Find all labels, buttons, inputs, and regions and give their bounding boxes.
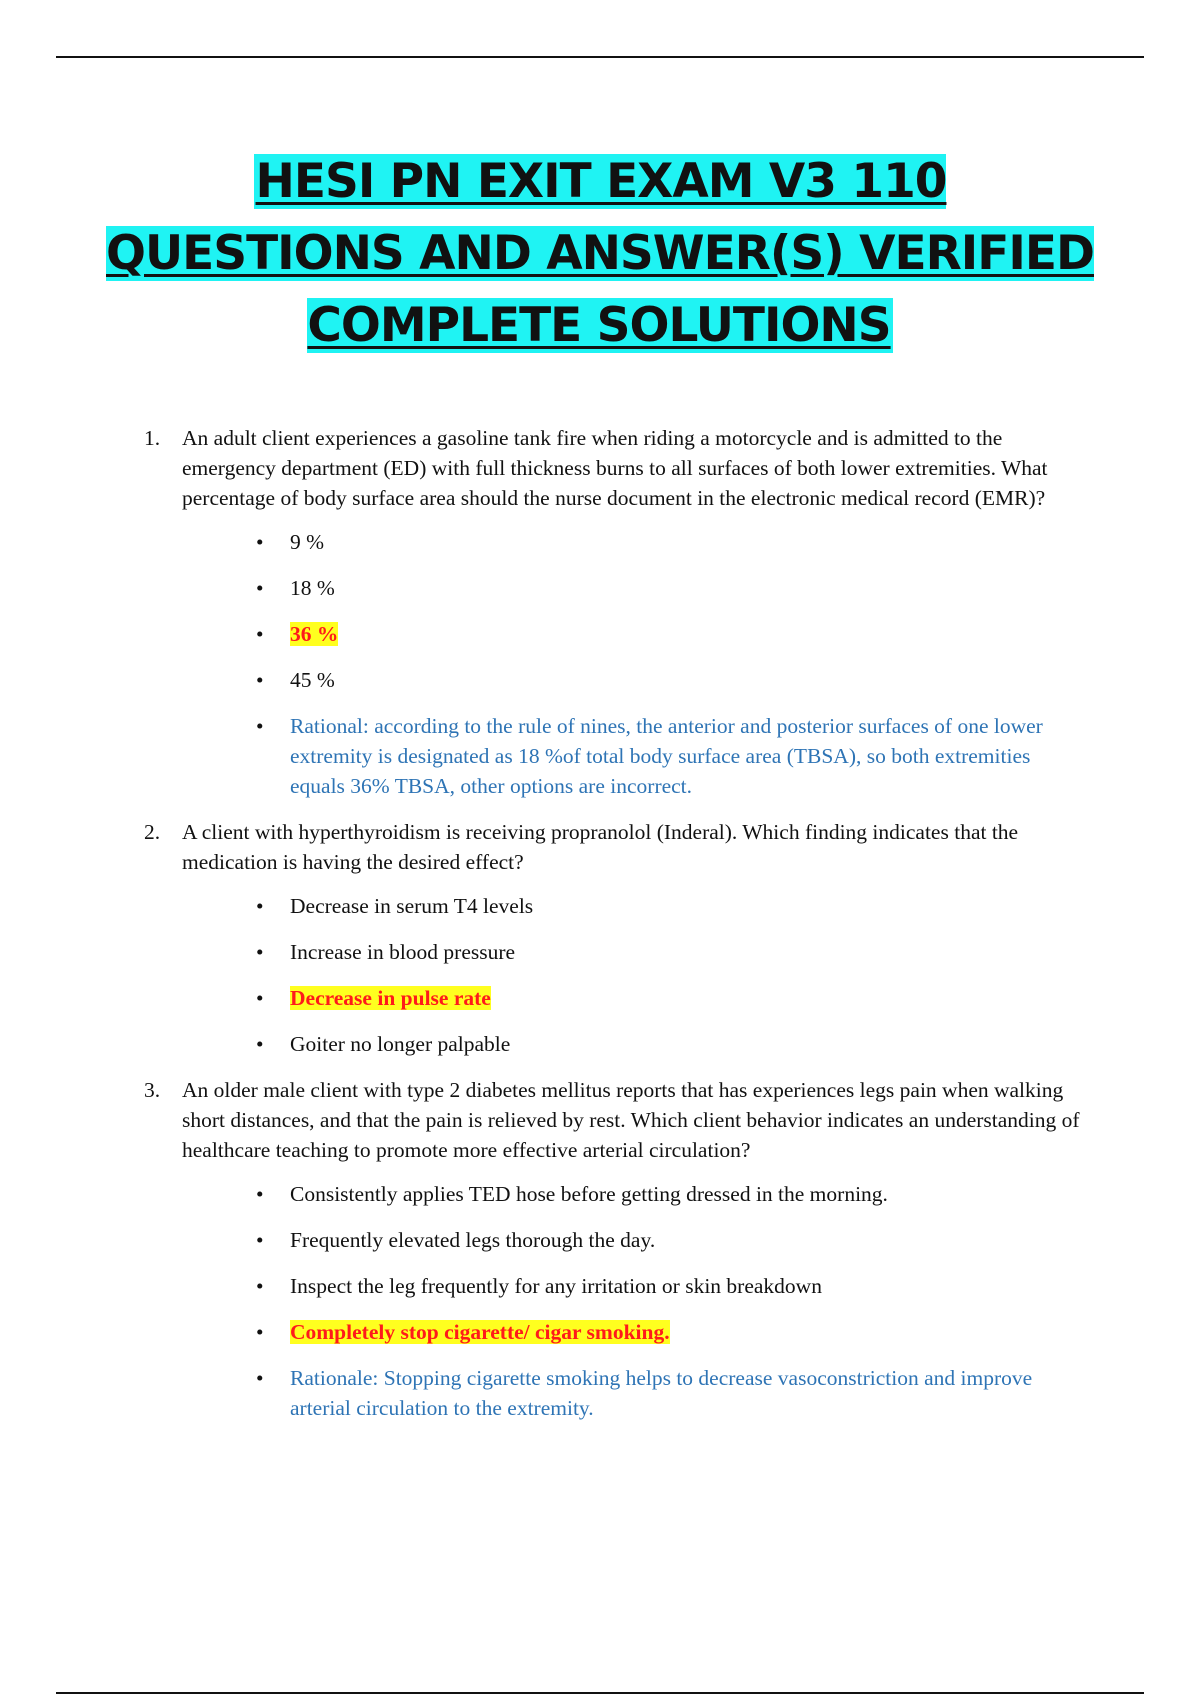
option-item — [256, 1029, 1090, 1059]
question-1 — [144, 423, 1082, 801]
correct-answer: Completely stop cigarette/ cigar smoking. — [290, 1320, 670, 1344]
correct-answer: 36 % — [290, 622, 339, 646]
bullet-icon: • — [256, 1274, 264, 1298]
bullet-icon: • — [256, 530, 264, 554]
bullet-icon: • — [256, 576, 264, 600]
document-title-text: HESI PN EXIT EXAM V3 110 QUESTIONS AND ANSWER(S) VERIFIED COMPLETE SOLUTIONS — [106, 154, 1094, 353]
question-2 — [144, 817, 1082, 1059]
option-item — [256, 665, 1090, 695]
bottom-rule — [56, 1692, 1144, 1694]
option-item-correct — [256, 983, 1090, 1013]
question-text: An adult client experiences a gasoline tank fire when riding a motorcycle and is admitted to the emergency department (ED) with full thickness burns to all surfaces of both lower extremities. What percentage of body surface area should the nurse document in the electronic medical record (EMR)? — [182, 426, 1048, 510]
option-text: 9 % — [290, 530, 325, 554]
rationale-item — [256, 1363, 1090, 1423]
question-number: 1. — [144, 426, 161, 450]
option-item — [256, 573, 1090, 603]
option-item — [256, 527, 1090, 557]
option-item — [256, 1271, 1090, 1301]
question-text: An older male client with type 2 diabetes mellitus reports that has experiences legs pain when walking short distances, and that the pain is relieved by rest. Which client behavior indicates an understanding of healthcare teaching to promote more effective arterial circulation? — [182, 1078, 1080, 1162]
bullet-icon: • — [256, 894, 264, 918]
option-item — [256, 1179, 1090, 1209]
option-text: 18 % — [290, 576, 335, 600]
bullet-icon: • — [256, 1032, 264, 1056]
correct-answer: Decrease in pulse rate — [290, 986, 491, 1010]
bullet-icon: • — [256, 940, 264, 964]
bullet-icon: • — [256, 1320, 264, 1344]
option-text: Inspect the leg frequently for any irritation or skin breakdown — [290, 1274, 822, 1298]
option-list — [182, 527, 1082, 801]
option-item — [256, 891, 1090, 921]
option-text: Decrease in serum T4 levels — [290, 894, 534, 918]
bullet-icon: • — [256, 1228, 264, 1252]
option-text: Frequently elevated legs thorough the day. — [290, 1228, 656, 1252]
rationale-item — [256, 711, 1090, 801]
option-item — [256, 937, 1090, 967]
option-item-correct — [256, 619, 1090, 649]
option-item — [256, 1225, 1090, 1255]
question-number: 2. — [144, 820, 161, 844]
bullet-icon: • — [256, 1182, 264, 1206]
question-number: 3. — [144, 1078, 161, 1102]
question-list — [0, 423, 1200, 1439]
question-text: A client with hyperthyroidism is receiving propranolol (Inderal). Which finding indicates that the medication is having the desired effect? — [182, 820, 1019, 874]
document-title — [100, 146, 1100, 362]
option-item-correct — [256, 1317, 1090, 1347]
bullet-icon: • — [256, 622, 264, 646]
question-3 — [144, 1075, 1082, 1423]
option-text: 45 % — [290, 668, 335, 692]
option-text: Increase in blood pressure — [290, 940, 516, 964]
bullet-icon: • — [256, 668, 264, 692]
option-text: Consistently applies TED hose before getting dressed in the morning. — [290, 1182, 888, 1206]
option-list — [182, 1179, 1082, 1423]
option-list — [182, 891, 1082, 1059]
top-rule — [56, 56, 1144, 58]
bullet-icon: • — [256, 1366, 264, 1390]
rationale-text: Rational: according to the rule of nines, the anterior and posterior surfaces of one lower extremity is designated as 18 %of total body surface area (TBSA), so both extremities equals 36% TBSA, other options are incorrect. — [290, 714, 1043, 798]
rationale-text: Rationale: Stopping cigarette smoking helps to decrease vasoconstriction and improve arterial circulation to the extremity. — [290, 1366, 1033, 1420]
bullet-icon: • — [256, 714, 264, 738]
option-text: Goiter no longer palpable — [290, 1032, 511, 1056]
bullet-icon: • — [256, 986, 264, 1010]
